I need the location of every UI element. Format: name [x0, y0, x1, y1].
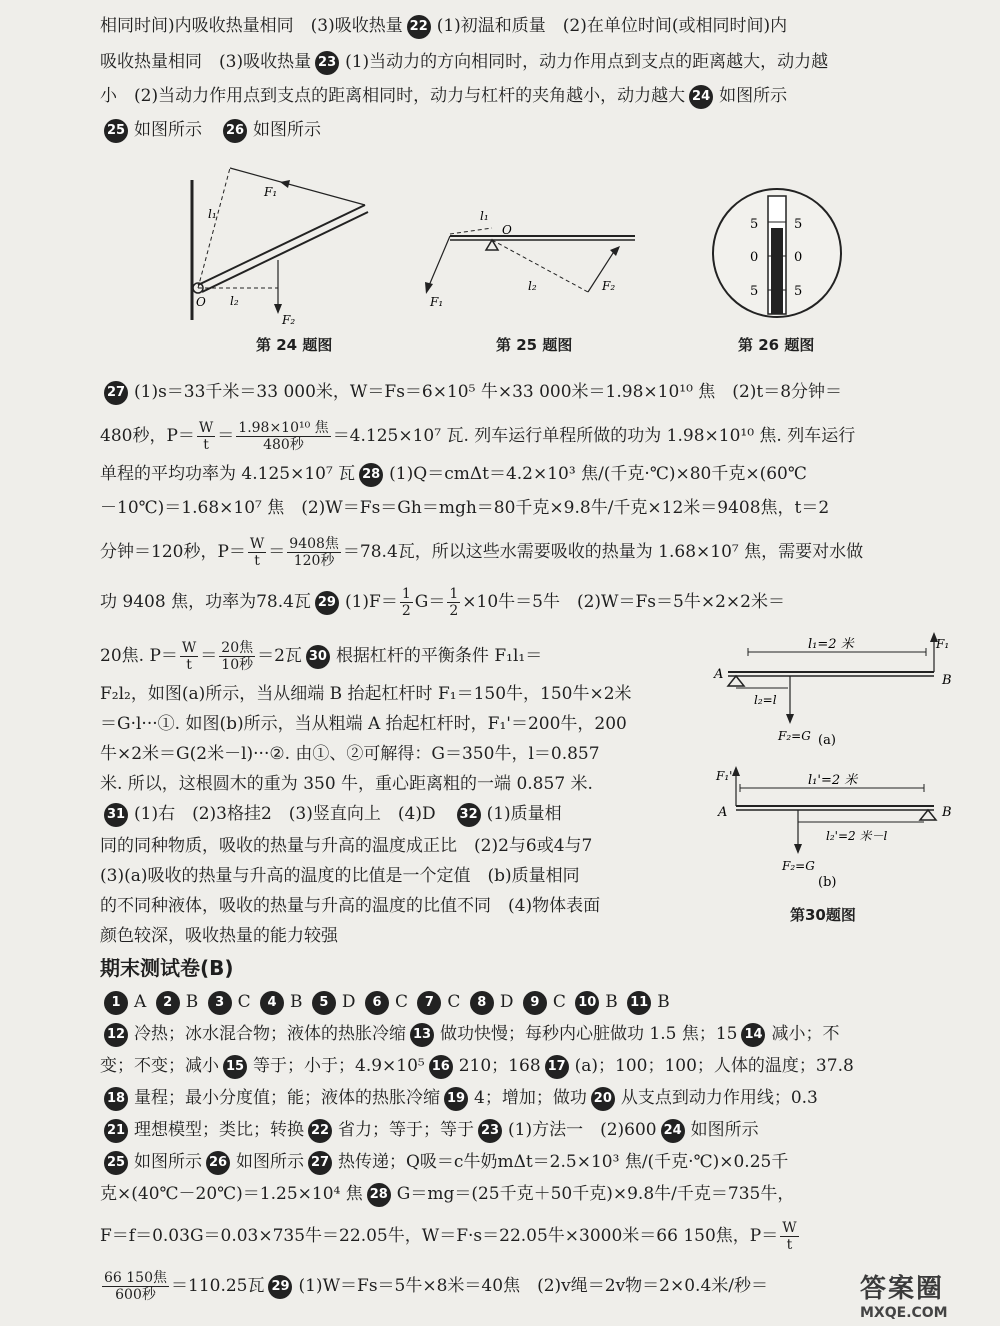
fig30a-l2-label: l₂=l [754, 693, 777, 707]
fig30a-f2-label: F₂=G [778, 729, 811, 743]
fig25-f1-label: F₁ [430, 295, 444, 309]
figure-25-diagram [420, 200, 645, 310]
fig24-f2-label: F₂ [282, 313, 296, 327]
fig30b-sub-label: (b) [818, 875, 837, 890]
fig24-o-label: O [196, 295, 206, 309]
text-line: 同的同种物质，吸收的热量与升高的温度成正比 (2)2与6或4与7 [100, 836, 593, 856]
fig30a-l1-label: l₁=2 米 [808, 637, 854, 652]
fig30a-f1-label: F₁ [936, 637, 950, 651]
fig30a-B-label: B [942, 673, 952, 688]
text-line: ＝G·l···①. 如图(b)所示，当从粗端 A 抬起杠杆时，F₁'＝200牛，200 [100, 714, 627, 734]
text-line: 21 理想模型；类比；转换 22 省力；等于；等于 23 (1)方法一 (2)600 24 如图所示 [100, 1118, 960, 1143]
fig25-l2-label: l₂ [528, 279, 537, 293]
text-line: 480秒，P＝ $\frac{W}{t}$ ＝ $\frac{\text{1.98×10¹⁰ 焦}}{\text{480秒}}$ ＝4.125×10⁷ 瓦. 列车运行单程所做的功为 1.98×10¹⁰ 焦. 列车运行 [100, 420, 856, 453]
section-title: 期末测试卷(B) [100, 956, 234, 980]
fig26-tick: 0 [794, 250, 803, 265]
mc-answer: 5 D [308, 992, 356, 1012]
fig30b-A-label: A [718, 805, 728, 820]
text-line: －10℃)＝1.68×10⁷ 焦 (2)W＝Fs＝Gh＝mgh＝80千克×9.8牛/千克×12米＝9408焦，t＝2 [100, 498, 830, 518]
mc-answer: 10 B [571, 992, 618, 1012]
figure-24-caption: 第 24 题图 [256, 336, 333, 354]
fig26-tick: 0 [750, 250, 759, 265]
fig30b-B-label: B [942, 805, 952, 820]
text-line: 变；不变；减小 15 等于；小于；4.9×10⁵ 16 210；168 17 (a)；100；100；人体的温度；37.8 [100, 1054, 960, 1079]
figure-25-caption: 第 25 题图 [496, 336, 573, 354]
mc-answer: 2 B [152, 992, 199, 1012]
text-line: 克×(40℃－20℃)＝1.25×10⁴ 焦 28 G＝mg＝(25千克＋50千克)×9.8牛/千克＝735牛， [100, 1182, 960, 1207]
fig30a-A-label: A [714, 667, 724, 682]
text-line: F＝f＝0.03G＝0.03×735牛＝22.05牛，W＝F·s＝22.05牛×3000米＝66 150焦，P＝ $\frac{W}{t}$ [100, 1220, 797, 1253]
mc-answers-row [100, 990, 960, 1015]
fig30b-l1-label: l₁'=2 米 [808, 773, 858, 788]
text-line: 功 9408 焦，功率为78.4瓦 29 (1)F＝ $\frac{1}{2}$ G＝ $\frac{1}{2}$ ×10牛＝5牛 (2)W＝Fs＝5牛×2×2米＝ [100, 586, 785, 619]
fig26-tick: 5 [794, 217, 803, 232]
fig24-l1-label: l₁ [208, 207, 217, 221]
text-line: 25 如图所示 26 如图所示 27 热传递；Q吸＝c牛奶mΔt＝2.5×10³ 焦/(千克·℃)×0.25千 [100, 1150, 960, 1175]
text-line: 相同时间)内吸收热量相同 (3)吸收热量 22 (1)初温和质量 (2)在单位时间(或相同时间)内 [100, 14, 960, 39]
fig25-o-label: O [502, 223, 512, 237]
figure-24-diagram [180, 160, 390, 330]
fig30a-sub-label: (a) [818, 733, 836, 748]
fig24-f1-label: F₁ [264, 185, 278, 199]
fig24-l2-label: l₂ [230, 294, 239, 308]
figure-26-thermometer [710, 186, 844, 320]
mc-answer: 7 C [413, 992, 460, 1012]
text-line: $\frac{\text{66 150焦}}{\text{600秒}}$ ＝110.25瓦 29 (1)W＝Fs＝5牛×8米＝40焦 (2)v绳＝2v物＝2×0.4米/秒＝ [104, 1270, 768, 1303]
fig25-l1-label: l₁ [480, 209, 489, 223]
figure-30-diagram [708, 628, 970, 900]
text-line: 吸收热量相同 (3)吸收热量 23 (1)当动力的方向相同时，动力作用点到支点的距离越大，动力越 [100, 50, 960, 75]
site-watermark-logo: 答案圈 MXQE.COM [860, 1274, 948, 1321]
figure-30-caption: 第30题图 [790, 906, 856, 924]
text-line: F₂l₂，如图(a)所示，当从细端 B 抬起杠杆时 F₁＝150牛，150牛×2米 [100, 684, 632, 704]
text-line: (3)(a)吸收的热量与升高的温度的比值是一个定值 (b)质量相同 [100, 866, 580, 886]
mc-answer: 8 D [466, 992, 514, 1012]
text-line: 米. 所以，这根圆木的重为 350 牛，重心距离粗的一端 0.857 米. [100, 774, 593, 794]
mc-answer: 11 B [623, 992, 670, 1012]
mc-answer: 3 C [204, 992, 251, 1012]
figure-26-caption: 第 26 题图 [738, 336, 815, 354]
fig26-tick: 5 [794, 284, 803, 299]
text-line: 分钟＝120秒，P＝ $\frac{W}{t}$ ＝ $\frac{\text{9408焦}}{\text{120秒}}$ ＝78.4瓦，所以这些水需要吸收的热量为 1.68×10⁷ 焦，需要对水做 [100, 536, 864, 569]
fig26-tick: 5 [750, 284, 759, 299]
text-line: 小 (2)当动力作用点到支点的距离相同时，动力与杠杆的夹角越小，动力越大 24 如图所示 [100, 84, 960, 109]
text-line: 20焦. P＝ $\frac{W}{t}$ ＝ $\frac{\text{20焦}}{\text{10秒}}$ ＝2瓦 30 根据杠杆的平衡条件 F₁l₁＝ [100, 640, 543, 673]
mc-answer: 4 B [256, 992, 303, 1012]
mc-answer: 6 C [361, 992, 408, 1012]
text-line: 12 冷热；冰水混合物；液体的热胀冷缩 13 做功快慢；每秒内心脏做功 1.5 焦；15 14 减小；不 [100, 1022, 960, 1047]
text-line: 18 量程；最小分度值；能；液体的热胀冷缩 19 4；增加；做功 20 从支点到动力作用线；0.3 [100, 1086, 960, 1111]
fig26-tick: 5 [750, 217, 759, 232]
fig30b-f1-label: F₁' [716, 769, 733, 783]
fig30b-f2-label: F₂=G [782, 859, 815, 873]
text-line: 单程的平均功率为 4.125×10⁷ 瓦 28 (1)Q＝cmΔt＝4.2×10³ 焦/(千克·℃)×80千克×(60℃ [100, 462, 960, 487]
text-line: 25 如图所示 26 如图所示 [100, 118, 960, 143]
fig30b-l2-label: l₂'=2 米－l [826, 829, 888, 843]
mc-answer: 1 A [100, 992, 146, 1012]
text-line: 牛×2米＝G(2米－l)···②. 由①、②可解得：G＝350牛，l＝0.857 [100, 744, 600, 764]
text-line: 颜色较深，吸收热量的能力较强 [100, 926, 338, 946]
text-line: 31 (1)右 (2)3格挂2 (3)竖直向上 (4)D 32 (1)质量相 [100, 802, 690, 827]
text-line: 的不同种液体，吸收的热量与升高的温度的比值不同 (4)物体表面 [100, 896, 601, 916]
fig25-f2-label: F₂ [602, 279, 616, 293]
mc-answer: 9 C [519, 992, 566, 1012]
text-line: 27 (1)s＝33千米＝33 000米，W＝Fs＝6×10⁵ 牛×33 000米＝1.98×10¹⁰ 焦 (2)t＝8分钟＝ [100, 380, 960, 405]
